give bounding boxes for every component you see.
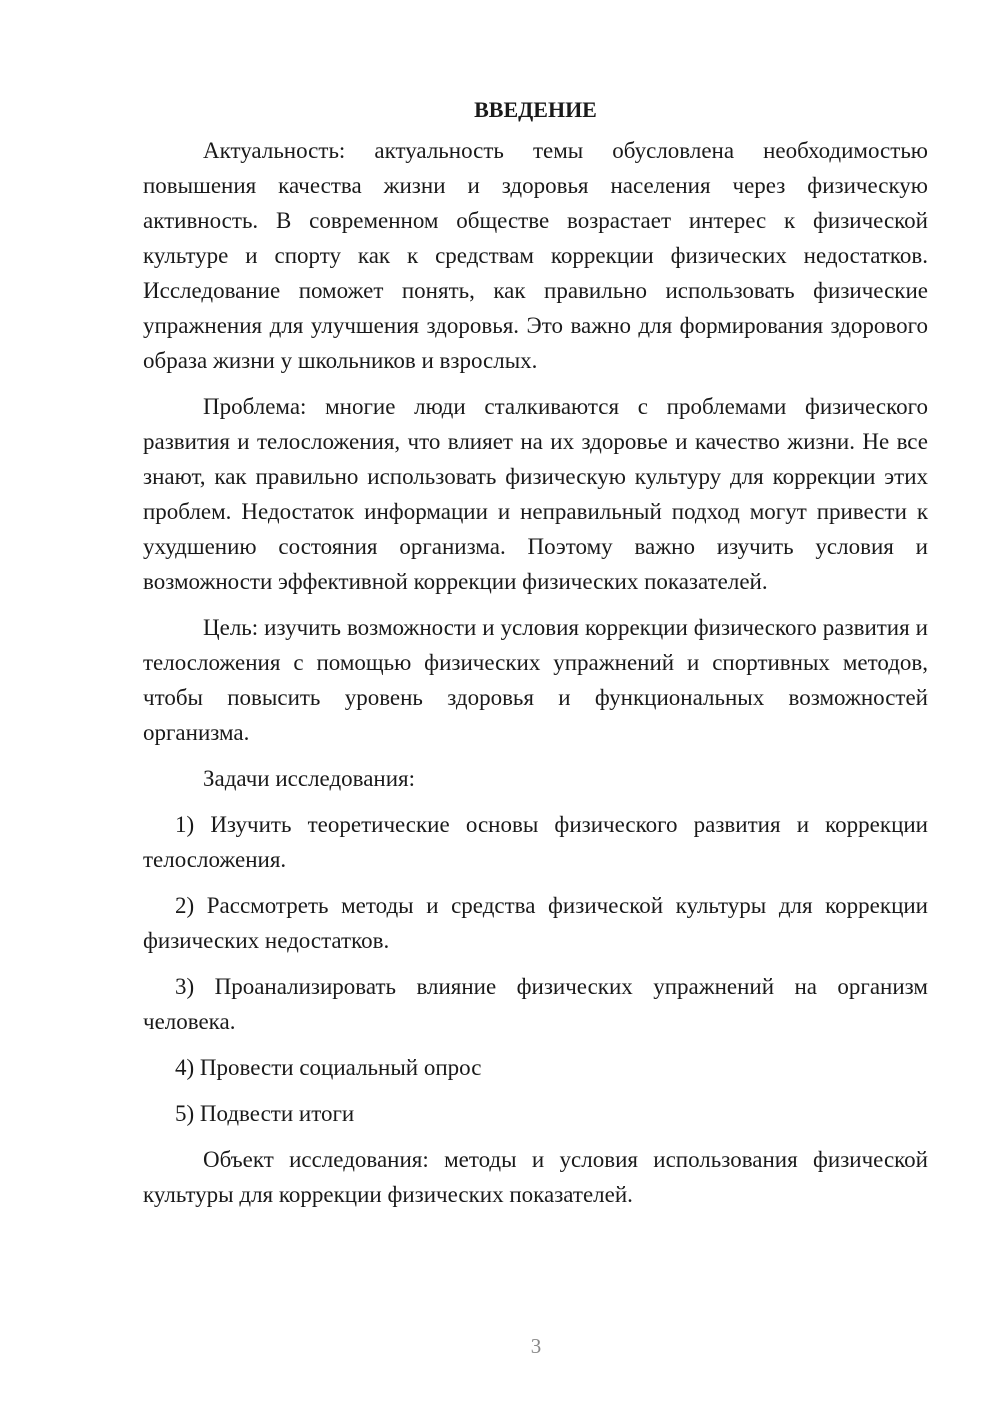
object-paragraph: Объект исследования: методы и условия использования физической культуры для коррекции физических показателей. [143,1147,928,1207]
goal-paragraph: Цель: изучить возможности и условия коррекции физического развития и телосложения с помощью физических упражнений и спортивных методов, чтобы повысить уровень здоровья и функциональных возможностей организма. [143,615,928,745]
task-item-3: 3) Проанализировать влияние физических упражнений на организм человека. [143,974,928,1034]
task-item-2: 2) Рассмотреть методы и средства физической культуры для коррекции физических недостатков. [143,893,928,953]
page-number: 3 [530,1334,542,1358]
task-item-1: 1) Изучить теоретические основы физического развития и коррекции телосложения. [143,812,928,872]
document-page [143,92,928,1223]
task-item-5: 5) Подвести итоги [175,1101,355,1126]
section-title: ВВЕДЕНИЕ [474,97,597,122]
relevance-paragraph: Актуальность: актуальность темы обусловлена необходимостью повышения качества жизни и здоровья населения через физическую активность. В современном обществе возрастает интерес к физической культуре и спорту как к средствам коррекции физических недостатков. Исследование поможет понять, как правильно использовать физические упражнения для улучшения здоровья. Это важно для формирования здорового образа жизни у школьников и взрослых. [143,138,928,373]
tasks-heading: Задачи исследования: [203,766,416,791]
tasks-list [143,807,928,1131]
task-item-4: 4) Провести социальный опрос [175,1055,482,1080]
problem-paragraph: Проблема: многие люди сталкиваются с проблемами физического развития и телосложения, что влияет на их здоровье и качество жизни. Не все знают, как правильно использовать физическую культуру для коррекции этих проблем. Недостаток информации и неправильный подход могут привести к ухудшению состояния организма. Поэтому важно изучить условия и возможности эффективной коррекции физических показателей. [143,394,928,594]
